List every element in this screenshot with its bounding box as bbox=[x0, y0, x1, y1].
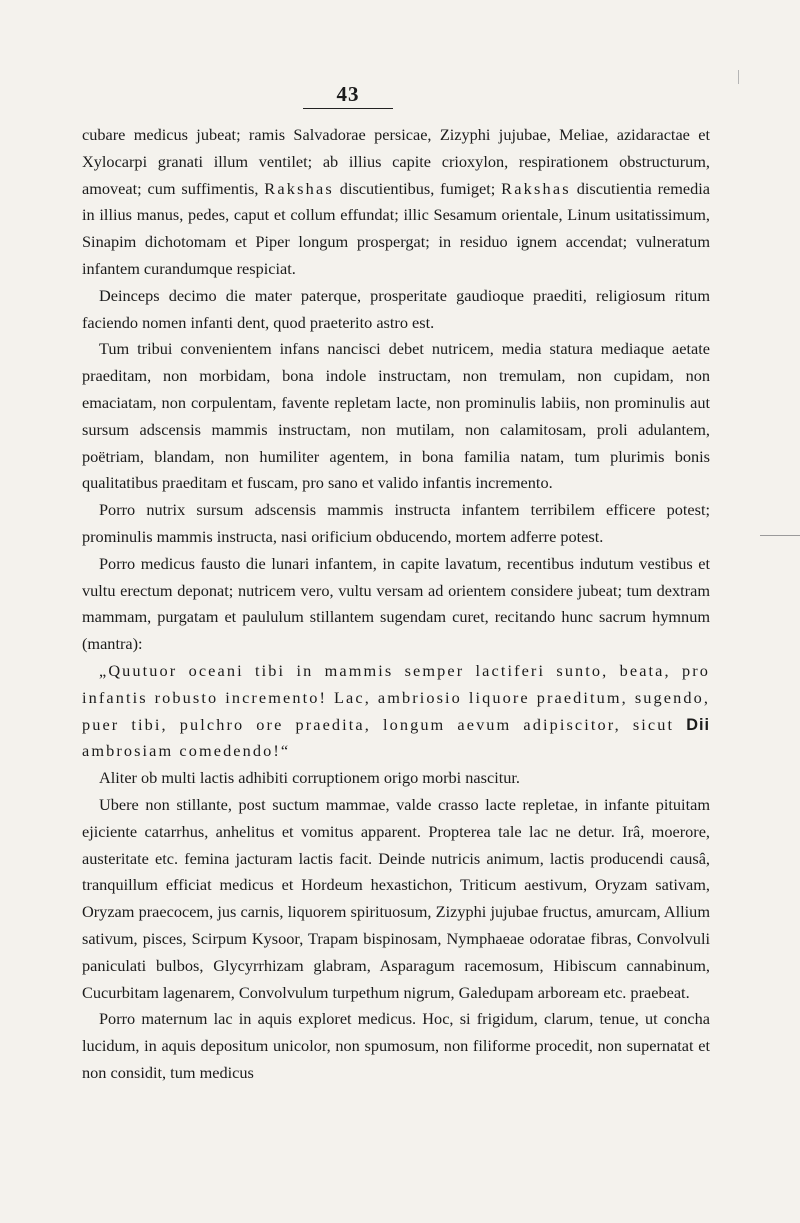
text-run: Deinceps decimo die mater paterque, prosperitate gaudioque praediti, religiosum ritum faciendo nomen infanti dent, quod praeterito astro est. bbox=[82, 285, 710, 332]
paragraph bbox=[82, 1006, 710, 1086]
emphasized-word: Dii bbox=[686, 715, 710, 734]
margin-scan-mark bbox=[738, 70, 739, 84]
page-number: 43 bbox=[336, 82, 360, 106]
paragraph bbox=[82, 283, 710, 337]
text-run: Porro medicus fausto die lunari infantem, in capite lavatum, recentibus indutum vestibus et vultu erectum deponat; nutricem vero, vultu versam ad orientem considere jubeat; tum dextram mammam, purgatam et paululum stillantem sugendam curet, recitando hunc sacrum hymnum (mantra): bbox=[82, 553, 710, 654]
page-number-rule bbox=[303, 108, 393, 109]
margin-scan-mark bbox=[760, 535, 800, 536]
emphasized-word: Rakshas bbox=[264, 178, 334, 198]
body-text bbox=[82, 122, 710, 1087]
text-run: Ubere non stillante, post suctum mammae, valde crasso lacte repletae, in infante pituitam ejiciente catarrhus, anhelitus et vomitus apparent. Propterea tale lac ne detur. Irâ, moerore, austeritate etc. femina jacturam lactis facit. Deinde nutricis animum, lactis producendi causâ, tranquillum efficiat medicus et Hordeum hexastichon, Triticum aestivum, Oryzam sativam, Oryzam praecocem, jus carnis, liquorem spirituosum, Zizyphi jujubae fructus, amurcam, Allium sativum, pisces, Scirpum Kysoor, Trapam bispinosam, Nymphaeae odoratae fibras, Convolvuli paniculati bulbos, Glycyrrhizam glabram, Asparagum racemosum, Hibiscum cannabinum, Cucurbitam lagenarem, Convolvulum turpethum nigrum, Galedupam arboream etc. praebeat. bbox=[82, 794, 710, 1002]
paragraph bbox=[82, 336, 710, 497]
text-run: Porro nutrix sursum adscensis mammis instructa infantem terribilem efficere potest; prominulis mammis instructa, nasi orificium obducendo, mortem adferre potest. bbox=[82, 500, 710, 546]
paragraph bbox=[82, 122, 710, 283]
paragraph bbox=[82, 792, 710, 1006]
text-run: „Quutuor oceani tibi in mammis semper lactiferi sunto, beata, pro infantis robusto incremento! Lac, ambriosio liquore praeditum, sugendo, puer tibi, pulchro ore praedita, longum aevum adipiscitor, sicut bbox=[82, 660, 710, 734]
text-run: discutientibus, fumiget; bbox=[333, 178, 502, 198]
paragraph bbox=[82, 765, 710, 792]
text-run: Tum tribui convenientem infans nancisci debet nutricem, media statura mediaque aetate praeditam, non morbidam, bona indole instructam, non tremulam, non cupidam, non emaciatam, non corpulentam, favente repletam lacte, non prominulis labiis, non prominulis aut sursum adscensis mammis instructam, non mutilam, non calamitosam, proli adulantem, poëtriam, blandam, non humiliter agentem, in bona familia natam, tum plurimis bonis qualitatibus praeditam et fuscam, pro sano et valido infantis incremento. bbox=[82, 339, 710, 493]
text-run: Aliter ob multi lactis adhibiti corruptionem origo morbi nascitur. bbox=[99, 768, 520, 788]
emphasized-word: Rakshas bbox=[501, 178, 571, 198]
text-run: ambrosiam comedendo!“ bbox=[82, 741, 291, 761]
text-run: Porro maternum lac in aquis exploret medicus. Hoc, si frigidum, clarum, tenue, ut concha lucidum, in aquis depositum unicolor, non spumosum, non filiforme procedit, non supernatat et non considit, tum medicus bbox=[82, 1009, 710, 1082]
text-run: cubare medicus jubeat; ramis Salvadorae persicae, Zizyphi jujubae, Meliae, azidaractae et Xylocarpi granati illum ventilet; ab illius capite crioxylon, respirationem obstructurum, amoveat; cum suffimentis, bbox=[82, 125, 710, 198]
paragraph bbox=[82, 551, 710, 658]
text-run: discutientia remedia in illius manus, pedes, caput et collum effundat; illic Sesamum orientale, Linum usitatissimum, Sinapim dichotomam et Piper longum prospergat; in residuo ignem accendat; vulneratum infantem curandumque respiciat. bbox=[82, 178, 711, 278]
paragraph bbox=[82, 658, 710, 765]
paragraph bbox=[82, 497, 710, 551]
